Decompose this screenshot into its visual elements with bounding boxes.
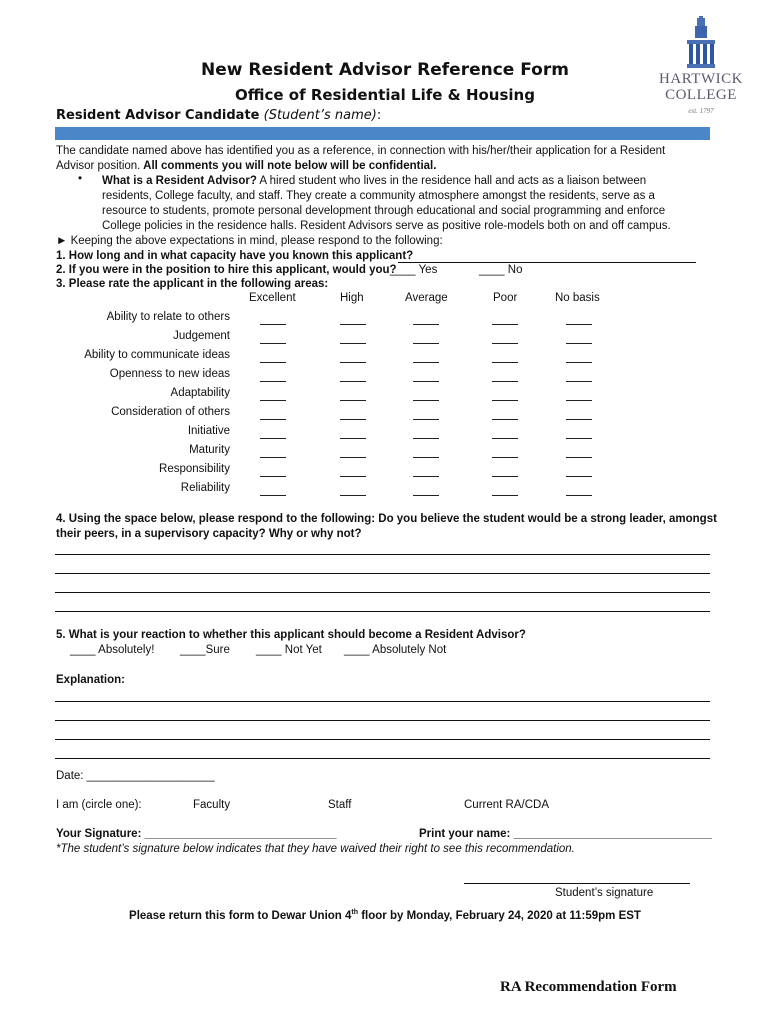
rating-blank[interactable]	[260, 380, 286, 382]
rating-blank[interactable]	[413, 456, 439, 458]
role-current-ra[interactable]: Current RA/CDA	[464, 799, 549, 811]
rating-row-label: Judgement	[173, 330, 230, 342]
rating-row-label: Ability to relate to others	[106, 311, 230, 323]
explanation-line[interactable]	[55, 739, 710, 740]
candidate-colon: :	[376, 108, 382, 123]
rating-blank[interactable]	[413, 399, 439, 401]
your-signature-field[interactable]: Your Signature: ______________________________	[56, 828, 337, 840]
intro-line-1: The candidate named above has identified you as a reference, in connection with his/her/their application for a Resident	[56, 145, 666, 157]
rating-blank[interactable]	[340, 342, 366, 344]
rating-blank[interactable]	[492, 342, 518, 344]
question-4-line-2: their peers, in a supervisory capacity? Why or why not?	[56, 528, 362, 540]
explanation-line[interactable]	[55, 720, 710, 721]
return-instructions-pre: Please return this form to Dewar Union 4	[129, 909, 352, 922]
col-average: Average	[405, 292, 448, 304]
rating-blank[interactable]	[260, 323, 286, 325]
rating-blank[interactable]	[260, 399, 286, 401]
rating-blank[interactable]	[340, 456, 366, 458]
rating-blank[interactable]	[413, 361, 439, 363]
ra-definition-text-1: A hired student who lives in the residence hall and acts as a liaison between	[256, 175, 647, 187]
rating-row-label: Responsibility	[159, 463, 230, 475]
rating-blank[interactable]	[260, 342, 286, 344]
ra-definition-line-4: College policies in the residence halls. Resident Advisors serve as positive role-models both on and off campus.	[102, 220, 671, 232]
rating-blank[interactable]	[413, 437, 439, 439]
form-title: New Resident Advisor Reference Form	[201, 60, 569, 80]
student-signature-line[interactable]	[464, 882, 690, 884]
question-2: 2. If you were in the position to hire this applicant, would you?	[56, 264, 397, 276]
rating-blank[interactable]	[492, 361, 518, 363]
rating-row-label: Consideration of others	[111, 406, 230, 418]
return-instructions	[0, 909, 770, 922]
rating-row-label: Adaptability	[170, 387, 230, 399]
rating-blank[interactable]	[566, 342, 592, 344]
col-no-basis: No basis	[555, 292, 600, 304]
rating-blank[interactable]	[492, 494, 518, 496]
rating-blank[interactable]	[413, 418, 439, 420]
ra-definition-line-2: residents, College faculty, and staff. They create a community atmosphere amongst the residents, serve as a	[102, 190, 655, 202]
rating-blank[interactable]	[492, 323, 518, 325]
q4-answer-line[interactable]	[55, 554, 710, 555]
bullet-icon: •	[78, 173, 83, 185]
ra-question: What is a Resident Advisor?	[102, 175, 257, 187]
rating-blank[interactable]	[566, 475, 592, 477]
q5-sure-option[interactable]: ____Sure	[180, 644, 230, 656]
rating-blank[interactable]	[566, 456, 592, 458]
rating-blank[interactable]	[340, 494, 366, 496]
q5-absolutely-option[interactable]: ____ Absolutely!	[70, 644, 155, 656]
question-5: 5. What is your reaction to whether this applicant should become a Resident Advisor?	[56, 629, 526, 641]
ra-definition-line-1	[102, 174, 702, 189]
rating-row-label: Ability to communicate ideas	[84, 349, 230, 361]
explanation-label: Explanation:	[56, 674, 126, 686]
rating-blank[interactable]	[492, 418, 518, 420]
intro-confidential: All comments you will note below will be confidential.	[140, 160, 437, 172]
candidate-label-row	[56, 108, 381, 123]
student-signature-label: Student’s signature	[555, 887, 654, 899]
intro-line-2-text: Advisor position.	[56, 160, 141, 172]
rating-blank[interactable]	[413, 494, 439, 496]
rating-row-label: Openness to new ideas	[109, 368, 230, 380]
rating-blank[interactable]	[340, 418, 366, 420]
form-name: RA Recommendation Form	[500, 979, 677, 995]
logo-est: est. 1797	[688, 107, 714, 115]
rating-blank[interactable]	[566, 399, 592, 401]
rating-blank[interactable]	[566, 323, 592, 325]
rating-blank[interactable]	[340, 475, 366, 477]
rating-blank[interactable]	[260, 418, 286, 420]
rating-blank[interactable]	[492, 475, 518, 477]
rating-blank[interactable]	[413, 380, 439, 382]
rating-blank[interactable]	[492, 456, 518, 458]
form-subtitle: Office of Residential Life & Housing	[235, 86, 535, 104]
question-4-line-1: 4. Using the space below, please respond to the following: Do you believe the student would be a strong leader, amongst	[56, 513, 717, 525]
rating-row-label: Initiative	[187, 425, 230, 437]
role-staff[interactable]: Staff	[328, 799, 352, 811]
rating-blank[interactable]	[260, 475, 286, 477]
rating-blank[interactable]	[413, 475, 439, 477]
q2-yes-option[interactable]: ____ Yes	[390, 264, 438, 276]
rating-blank[interactable]	[340, 361, 366, 363]
waiver-note: *The student’s signature below indicates that they have waived their right to see this recommendation.	[56, 843, 575, 855]
return-instructions-post: floor by Monday, February 24, 2020 at 11:59pm EST	[358, 909, 641, 922]
rating-blank[interactable]	[566, 380, 592, 382]
rating-blank[interactable]	[260, 361, 286, 363]
col-poor: Poor	[493, 292, 518, 304]
circle-one-label: I am (circle one):	[56, 799, 142, 811]
col-high: High	[340, 292, 364, 304]
rating-blank[interactable]	[492, 437, 518, 439]
rating-blank[interactable]	[340, 380, 366, 382]
q4-answer-line[interactable]	[55, 611, 710, 612]
q5-not-yet-option[interactable]: ____ Not Yet	[256, 644, 322, 656]
rating-blank[interactable]	[260, 456, 286, 458]
rating-row-label: Reliability	[180, 482, 230, 494]
rating-blank[interactable]	[260, 437, 286, 439]
col-excellent: Excellent	[249, 292, 296, 304]
question-1: 1. How long and in what capacity have you known this applicant?	[56, 250, 414, 262]
rating-blank[interactable]	[340, 399, 366, 401]
rating-blank[interactable]	[260, 494, 286, 496]
keep-in-mind: ► Keeping the above expectations in mind, please respond to the following:	[56, 235, 443, 247]
return-instructions-sup: th	[351, 909, 359, 916]
question-3: 3. Please rate the applicant in the following areas:	[56, 278, 329, 290]
date-field[interactable]: Date: ____________________	[56, 770, 215, 782]
q5-absolutely-not-option[interactable]: ____ Absolutely Not	[344, 644, 447, 656]
rating-blank[interactable]	[566, 361, 592, 363]
intro-line-2	[56, 159, 436, 174]
candidate-hint: (Student’s name)	[263, 108, 377, 123]
rating-blank[interactable]	[566, 437, 592, 439]
rating-blank[interactable]	[413, 342, 439, 344]
rating-blank[interactable]	[340, 437, 366, 439]
rating-blank[interactable]	[492, 399, 518, 401]
rating-blank[interactable]	[340, 323, 366, 325]
candidate-name-field[interactable]	[55, 127, 710, 140]
rating-blank[interactable]	[492, 380, 518, 382]
rating-blank[interactable]	[566, 494, 592, 496]
q4-answer-line[interactable]	[55, 592, 710, 593]
rating-row-label: Maturity	[189, 444, 230, 456]
explanation-line[interactable]	[55, 758, 710, 759]
q4-answer-line[interactable]	[55, 573, 710, 574]
ra-definition-line-3: resource to students, promote personal development through educational and social programming and enforce	[102, 205, 666, 217]
question-1-answer-line[interactable]	[398, 261, 696, 263]
print-name-field[interactable]: Print your name: _______________________________	[419, 828, 712, 840]
q2-no-option[interactable]: ____ No	[479, 264, 523, 276]
rating-blank[interactable]	[413, 323, 439, 325]
ra-definition	[102, 174, 702, 234]
rating-blank[interactable]	[566, 418, 592, 420]
role-faculty[interactable]: Faculty	[193, 799, 231, 811]
candidate-label: Resident Advisor Candidate	[56, 108, 260, 123]
explanation-line[interactable]	[55, 701, 710, 702]
logo-line-1: HARTWICK	[659, 71, 743, 87]
logo-line-2: COLLEGE	[665, 87, 737, 103]
